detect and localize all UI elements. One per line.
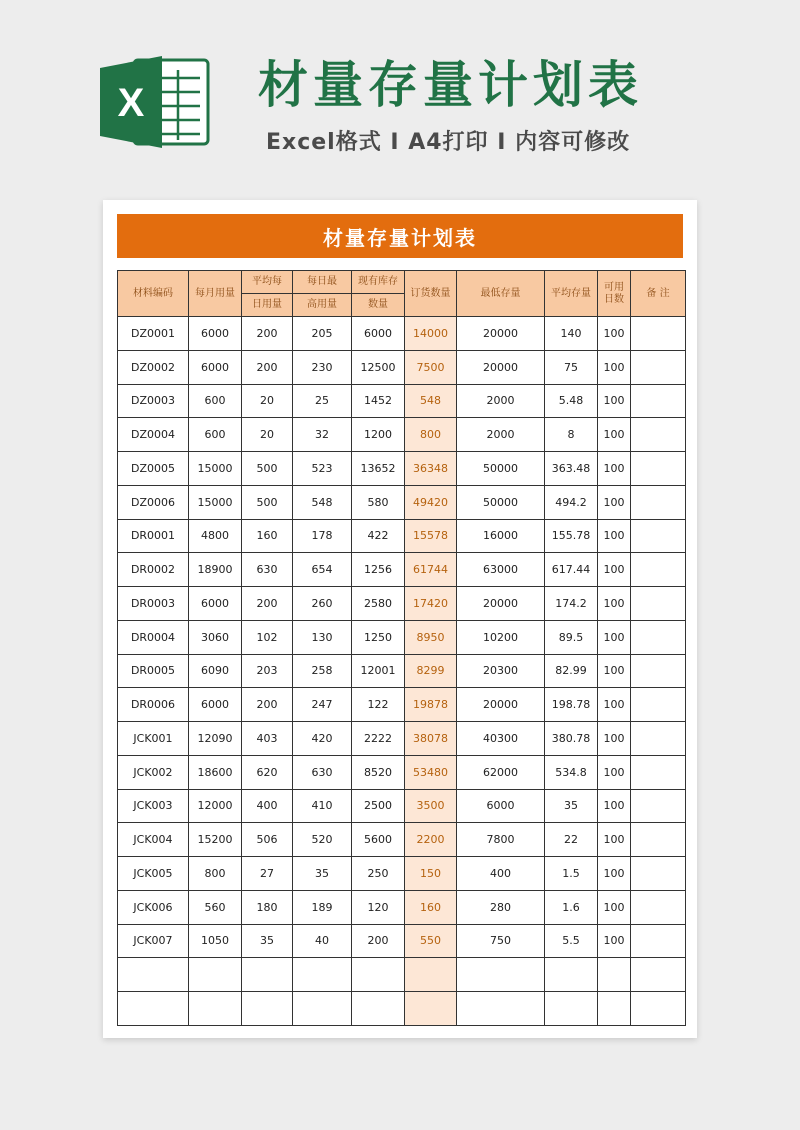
cell-max-daily[interactable]: 410 — [293, 789, 352, 823]
cell-max-daily[interactable]: 35 — [293, 857, 352, 891]
cell-stock[interactable]: 200 — [352, 924, 405, 958]
cell-monthly[interactable]: 3060 — [189, 620, 242, 654]
table-row — [118, 924, 686, 958]
cell-days[interactable]: 100 — [598, 654, 631, 688]
cell-days[interactable]: 100 — [598, 587, 631, 621]
cell-order[interactable] — [405, 992, 457, 1026]
table-row — [118, 857, 686, 891]
cell-monthly[interactable] — [189, 958, 242, 992]
cell-remark[interactable] — [631, 452, 686, 486]
cell-monthly[interactable]: 6000 — [189, 317, 242, 351]
cell-remark[interactable] — [631, 654, 686, 688]
cell-avg-daily[interactable]: 200 — [242, 350, 293, 384]
cell-remark[interactable] — [631, 688, 686, 722]
cell-code[interactable]: DZ0006 — [118, 485, 189, 519]
cell-remark[interactable] — [631, 722, 686, 756]
cell-monthly[interactable]: 560 — [189, 890, 242, 924]
cell-avg-stock[interactable]: 155.78 — [545, 519, 598, 553]
cell-avg-stock[interactable]: 494.2 — [545, 485, 598, 519]
cell-monthly[interactable]: 15000 — [189, 452, 242, 486]
cell-stock[interactable]: 1452 — [352, 384, 405, 418]
table-row — [118, 823, 686, 857]
table-row — [118, 384, 686, 418]
cell-max-daily[interactable] — [293, 992, 352, 1026]
cell-remark[interactable] — [631, 857, 686, 891]
cell-max-daily[interactable]: 178 — [293, 519, 352, 553]
cell-days[interactable]: 100 — [598, 452, 631, 486]
cell-remark[interactable] — [631, 553, 686, 587]
cell-remark[interactable] — [631, 620, 686, 654]
cell-order[interactable]: 36348 — [405, 452, 457, 486]
cell-remark[interactable] — [631, 823, 686, 857]
cell-avg-stock[interactable]: 75 — [545, 350, 598, 384]
cell-max-daily[interactable]: 40 — [293, 924, 352, 958]
cell-order[interactable]: 61744 — [405, 553, 457, 587]
cell-min-stock[interactable]: 2000 — [457, 418, 545, 452]
cell-remark[interactable] — [631, 992, 686, 1026]
table-body — [118, 317, 686, 1026]
sheet-banner-title: 材量存量计划表 — [117, 214, 683, 258]
cell-min-stock[interactable]: 400 — [457, 857, 545, 891]
cell-min-stock[interactable]: 20000 — [457, 317, 545, 351]
col-header-remark[interactable]: 备 注 — [631, 271, 686, 317]
cell-avg-daily[interactable] — [242, 958, 293, 992]
cell-days[interactable]: 100 — [598, 823, 631, 857]
cell-code[interactable]: DR0004 — [118, 620, 189, 654]
cell-code[interactable]: JCK004 — [118, 823, 189, 857]
table-row — [118, 992, 686, 1026]
table-row — [118, 350, 686, 384]
cell-code[interactable]: JCK003 — [118, 789, 189, 823]
table-row — [118, 553, 686, 587]
cell-avg-stock[interactable]: 617.44 — [545, 553, 598, 587]
cell-stock[interactable]: 1200 — [352, 418, 405, 452]
col-header-days[interactable] — [598, 271, 631, 317]
cell-min-stock[interactable]: 20000 — [457, 350, 545, 384]
cell-avg-daily[interactable]: 160 — [242, 519, 293, 553]
cell-days[interactable]: 100 — [598, 519, 631, 553]
cell-max-daily[interactable]: 130 — [293, 620, 352, 654]
cell-order[interactable]: 17420 — [405, 587, 457, 621]
cell-avg-stock[interactable]: 1.5 — [545, 857, 598, 891]
cell-stock[interactable]: 12001 — [352, 654, 405, 688]
cell-monthly[interactable] — [189, 992, 242, 1026]
cell-max-daily[interactable] — [293, 958, 352, 992]
cell-code[interactable]: DZ0003 — [118, 384, 189, 418]
cell-monthly[interactable]: 15000 — [189, 485, 242, 519]
cell-order[interactable]: 150 — [405, 857, 457, 891]
cell-monthly[interactable]: 600 — [189, 418, 242, 452]
cell-remark[interactable] — [631, 317, 686, 351]
cell-code[interactable]: JCK006 — [118, 890, 189, 924]
cell-monthly[interactable]: 12000 — [189, 789, 242, 823]
cell-avg-stock[interactable]: 5.48 — [545, 384, 598, 418]
cell-days[interactable]: 100 — [598, 384, 631, 418]
cell-max-daily[interactable]: 654 — [293, 553, 352, 587]
cell-remark[interactable] — [631, 485, 686, 519]
cell-code[interactable]: DR0001 — [118, 519, 189, 553]
cell-monthly[interactable]: 600 — [189, 384, 242, 418]
cell-min-stock[interactable]: 50000 — [457, 452, 545, 486]
table-row — [118, 654, 686, 688]
cell-monthly[interactable]: 12090 — [189, 722, 242, 756]
cell-stock[interactable]: 580 — [352, 485, 405, 519]
svg-text:X: X — [117, 81, 145, 125]
cell-code[interactable]: DZ0002 — [118, 350, 189, 384]
cell-avg-stock[interactable]: 8 — [545, 418, 598, 452]
page-title: 材量存量计划表 — [258, 56, 643, 114]
cell-avg-daily[interactable] — [242, 992, 293, 1026]
cell-monthly[interactable]: 18600 — [189, 755, 242, 789]
cell-code[interactable]: DR0002 — [118, 553, 189, 587]
cell-stock[interactable] — [352, 958, 405, 992]
cell-min-stock[interactable]: 7800 — [457, 823, 545, 857]
cell-days[interactable]: 100 — [598, 890, 631, 924]
cell-order[interactable]: 14000 — [405, 317, 457, 351]
cell-monthly[interactable]: 18900 — [189, 553, 242, 587]
cell-max-daily[interactable]: 247 — [293, 688, 352, 722]
cell-min-stock[interactable] — [457, 958, 545, 992]
cell-avg-stock[interactable]: 89.5 — [545, 620, 598, 654]
cell-avg-stock[interactable] — [545, 992, 598, 1026]
cell-remark[interactable] — [631, 587, 686, 621]
cell-avg-stock[interactable] — [545, 958, 598, 992]
cell-min-stock[interactable]: 750 — [457, 924, 545, 958]
cell-monthly[interactable]: 6000 — [189, 688, 242, 722]
cell-avg-stock[interactable]: 5.5 — [545, 924, 598, 958]
cell-order[interactable]: 160 — [405, 890, 457, 924]
cell-days[interactable] — [598, 958, 631, 992]
cell-avg-stock[interactable]: 140 — [545, 317, 598, 351]
cell-monthly[interactable]: 15200 — [189, 823, 242, 857]
cell-min-stock[interactable]: 16000 — [457, 519, 545, 553]
table-row — [118, 789, 686, 823]
cell-order[interactable] — [405, 958, 457, 992]
cell-order[interactable]: 2200 — [405, 823, 457, 857]
inventory-table — [117, 270, 686, 1026]
col-header-code[interactable]: 材料编码 — [118, 271, 189, 317]
cell-avg-daily[interactable]: 500 — [242, 452, 293, 486]
cell-min-stock[interactable]: 280 — [457, 890, 545, 924]
cell-max-daily[interactable]: 260 — [293, 587, 352, 621]
cell-avg-stock[interactable]: 35 — [545, 789, 598, 823]
cell-avg-daily[interactable]: 620 — [242, 755, 293, 789]
cell-remark[interactable] — [631, 890, 686, 924]
cell-monthly[interactable]: 6090 — [189, 654, 242, 688]
table-row — [118, 485, 686, 519]
cell-code[interactable]: JCK002 — [118, 755, 189, 789]
cell-stock[interactable]: 2222 — [352, 722, 405, 756]
col-header-avg-bottom[interactable]: 日用量 — [242, 294, 293, 317]
cell-min-stock[interactable]: 2000 — [457, 384, 545, 418]
col-header-stock-bottom[interactable]: 数量 — [352, 294, 405, 317]
cell-max-daily[interactable]: 520 — [293, 823, 352, 857]
cell-days[interactable]: 100 — [598, 722, 631, 756]
cell-min-stock[interactable]: 20300 — [457, 654, 545, 688]
cell-code[interactable]: JCK005 — [118, 857, 189, 891]
col-header-order[interactable]: 订货数量 — [405, 271, 457, 317]
cell-monthly[interactable]: 6000 — [189, 587, 242, 621]
cell-max-daily[interactable]: 230 — [293, 350, 352, 384]
cell-days[interactable]: 100 — [598, 317, 631, 351]
cell-order[interactable]: 3500 — [405, 789, 457, 823]
cell-avg-daily[interactable]: 506 — [242, 823, 293, 857]
table-header-row — [118, 271, 686, 294]
cell-min-stock[interactable] — [457, 992, 545, 1026]
cell-code[interactable]: DR0006 — [118, 688, 189, 722]
cell-avg-daily[interactable]: 27 — [242, 857, 293, 891]
cell-stock[interactable]: 122 — [352, 688, 405, 722]
cell-avg-stock[interactable]: 198.78 — [545, 688, 598, 722]
cell-code[interactable]: JCK001 — [118, 722, 189, 756]
col-header-max-bottom[interactable]: 高用量 — [293, 294, 352, 317]
cell-avg-daily[interactable]: 630 — [242, 553, 293, 587]
cell-max-daily[interactable]: 630 — [293, 755, 352, 789]
cell-remark[interactable] — [631, 519, 686, 553]
cell-avg-stock[interactable]: 363.48 — [545, 452, 598, 486]
cell-max-daily[interactable]: 258 — [293, 654, 352, 688]
col-header-max-top[interactable]: 每日最 — [293, 271, 352, 294]
cell-order[interactable]: 49420 — [405, 485, 457, 519]
cell-order[interactable]: 7500 — [405, 350, 457, 384]
cell-avg-daily[interactable]: 200 — [242, 317, 293, 351]
cell-avg-daily[interactable]: 20 — [242, 418, 293, 452]
cell-min-stock[interactable]: 62000 — [457, 755, 545, 789]
cell-stock[interactable]: 422 — [352, 519, 405, 553]
col-header-monthly[interactable]: 每月用量 — [189, 271, 242, 317]
cell-avg-stock[interactable]: 1.6 — [545, 890, 598, 924]
table-row — [118, 890, 686, 924]
table-row — [118, 958, 686, 992]
cell-code[interactable]: DZ0001 — [118, 317, 189, 351]
cell-days[interactable]: 100 — [598, 789, 631, 823]
cell-avg-daily[interactable]: 102 — [242, 620, 293, 654]
cell-code[interactable] — [118, 958, 189, 992]
cell-min-stock[interactable]: 10200 — [457, 620, 545, 654]
cell-stock[interactable]: 250 — [352, 857, 405, 891]
cell-avg-daily[interactable]: 203 — [242, 654, 293, 688]
col-header-days-bottom: 日数 — [604, 293, 624, 305]
cell-min-stock[interactable]: 20000 — [457, 688, 545, 722]
cell-min-stock[interactable]: 20000 — [457, 587, 545, 621]
cell-stock[interactable]: 2580 — [352, 587, 405, 621]
cell-max-daily[interactable]: 420 — [293, 722, 352, 756]
table-row — [118, 317, 686, 351]
col-header-avg-stock[interactable]: 平均存量 — [545, 271, 598, 317]
table-row — [118, 688, 686, 722]
cell-stock[interactable]: 8520 — [352, 755, 405, 789]
cell-stock[interactable]: 120 — [352, 890, 405, 924]
cell-code[interactable]: DR0003 — [118, 587, 189, 621]
table-row — [118, 722, 686, 756]
cell-monthly[interactable]: 4800 — [189, 519, 242, 553]
cell-avg-daily[interactable]: 400 — [242, 789, 293, 823]
cell-order[interactable]: 800 — [405, 418, 457, 452]
cell-stock[interactable]: 2500 — [352, 789, 405, 823]
cell-stock[interactable]: 6000 — [352, 317, 405, 351]
cell-days[interactable] — [598, 992, 631, 1026]
cell-avg-stock[interactable]: 22 — [545, 823, 598, 857]
cell-remark[interactable] — [631, 755, 686, 789]
cell-order[interactable]: 38078 — [405, 722, 457, 756]
cell-order[interactable]: 53480 — [405, 755, 457, 789]
cell-avg-stock[interactable]: 380.78 — [545, 722, 598, 756]
cell-days[interactable]: 100 — [598, 350, 631, 384]
cell-code[interactable]: DZ0004 — [118, 418, 189, 452]
cell-monthly[interactable]: 6000 — [189, 350, 242, 384]
table-row — [118, 755, 686, 789]
cell-days[interactable]: 100 — [598, 688, 631, 722]
cell-days[interactable]: 100 — [598, 418, 631, 452]
cell-code[interactable]: DZ0005 — [118, 452, 189, 486]
cell-stock[interactable]: 12500 — [352, 350, 405, 384]
excel-logo-icon — [100, 52, 212, 152]
cell-order[interactable]: 550 — [405, 924, 457, 958]
cell-stock[interactable] — [352, 992, 405, 1026]
table-row — [118, 587, 686, 621]
cell-stock[interactable]: 13652 — [352, 452, 405, 486]
cell-avg-stock[interactable]: 174.2 — [545, 587, 598, 621]
cell-max-daily[interactable]: 548 — [293, 485, 352, 519]
cell-max-daily[interactable]: 25 — [293, 384, 352, 418]
cell-remark[interactable] — [631, 958, 686, 992]
cell-days[interactable]: 100 — [598, 755, 631, 789]
cell-max-daily[interactable]: 32 — [293, 418, 352, 452]
cell-monthly[interactable]: 1050 — [189, 924, 242, 958]
cell-avg-daily[interactable]: 180 — [242, 890, 293, 924]
cell-max-daily[interactable]: 205 — [293, 317, 352, 351]
cell-avg-daily[interactable]: 200 — [242, 688, 293, 722]
cell-stock[interactable]: 1250 — [352, 620, 405, 654]
col-header-stock-top[interactable]: 现有库存 — [352, 271, 405, 294]
cell-avg-stock[interactable]: 82.99 — [545, 654, 598, 688]
cell-days[interactable]: 100 — [598, 553, 631, 587]
cell-order[interactable]: 19878 — [405, 688, 457, 722]
col-header-days-top: 可用 — [604, 281, 624, 293]
cell-avg-daily[interactable]: 403 — [242, 722, 293, 756]
cell-stock[interactable]: 1256 — [352, 553, 405, 587]
spreadsheet-sheet — [103, 200, 697, 1038]
cell-avg-daily[interactable]: 35 — [242, 924, 293, 958]
cell-remark[interactable] — [631, 789, 686, 823]
cell-days[interactable]: 100 — [598, 924, 631, 958]
page-subtitle: Excel格式 I A4打印 I 内容可修改 — [266, 130, 631, 155]
cell-order[interactable]: 548 — [405, 384, 457, 418]
cell-days[interactable]: 100 — [598, 857, 631, 891]
table-row — [118, 418, 686, 452]
cell-avg-stock[interactable]: 534.8 — [545, 755, 598, 789]
cell-remark[interactable] — [631, 350, 686, 384]
cell-min-stock[interactable]: 50000 — [457, 485, 545, 519]
cell-min-stock[interactable]: 63000 — [457, 553, 545, 587]
cell-remark[interactable] — [631, 384, 686, 418]
cell-max-daily[interactable]: 189 — [293, 890, 352, 924]
cell-days[interactable]: 100 — [598, 620, 631, 654]
cell-avg-daily[interactable]: 200 — [242, 587, 293, 621]
cell-remark[interactable] — [631, 924, 686, 958]
table-row — [118, 452, 686, 486]
cell-code[interactable]: JCK007 — [118, 924, 189, 958]
cell-order[interactable]: 15578 — [405, 519, 457, 553]
cell-days[interactable]: 100 — [598, 485, 631, 519]
cell-order[interactable]: 8299 — [405, 654, 457, 688]
cell-code[interactable]: DR0005 — [118, 654, 189, 688]
cell-avg-daily[interactable]: 20 — [242, 384, 293, 418]
cell-monthly[interactable]: 800 — [189, 857, 242, 891]
col-header-avg-top[interactable]: 平均每 — [242, 271, 293, 294]
cell-min-stock[interactable]: 6000 — [457, 789, 545, 823]
cell-order[interactable]: 8950 — [405, 620, 457, 654]
cell-avg-daily[interactable]: 500 — [242, 485, 293, 519]
cell-max-daily[interactable]: 523 — [293, 452, 352, 486]
table-row — [118, 519, 686, 553]
cell-stock[interactable]: 5600 — [352, 823, 405, 857]
cell-code[interactable] — [118, 992, 189, 1026]
cell-min-stock[interactable]: 40300 — [457, 722, 545, 756]
table-row — [118, 620, 686, 654]
cell-remark[interactable] — [631, 418, 686, 452]
col-header-min-stock[interactable]: 最低存量 — [457, 271, 545, 317]
